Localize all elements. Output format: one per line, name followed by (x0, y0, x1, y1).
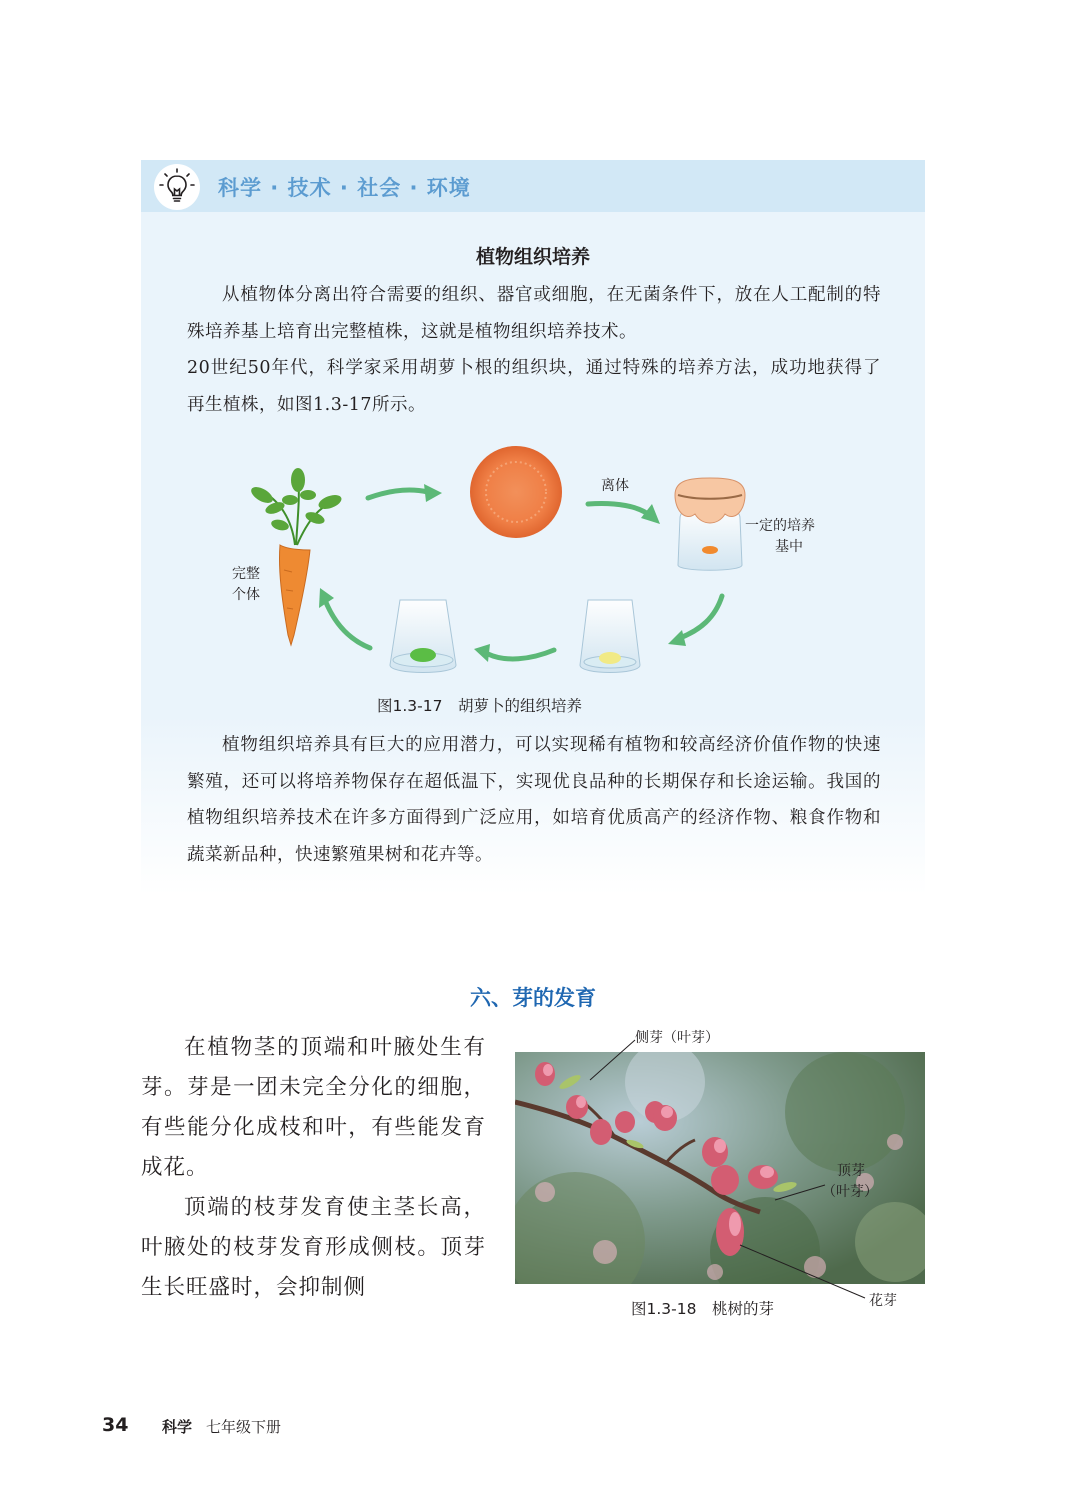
article-paragraph-3: 植物组织培养具有巨大的应用潜力，可以实现稀有植物和较高经济价值作物的快速繁殖，还可以将培养物保存在超低温下，实现优良品种的长期保存和长途运输。我国的植物组织培养技术在许多方面得到广泛应用，如培育优质高产的经济作物、粮食作物和蔬菜新品种，快速繁殖果树和花卉等。 (187, 735, 881, 865)
article-paragraph-2: 20世纪50年代，科学家采用胡萝卜根的组织块，通过特殊的培养方法，成功地获得了再生植株，如图1.3-17所示。 (187, 358, 881, 415)
label-terminal-bud-line1: 顶芽 (837, 1163, 865, 1179)
label-medium-line1: 一定的培养 (745, 518, 815, 534)
label-medium-line2: 基中 (775, 539, 803, 555)
feature-box-title: 科学 · 技术 · 社会 · 环境 (218, 176, 471, 200)
figure-caption-2: 图1.3-18 桃树的芽 (631, 1300, 774, 1318)
culture-flask-seedling (390, 600, 456, 673)
carrot-slice (470, 446, 562, 538)
section-paragraph-1: 在植物茎的顶端和叶腋处生有芽。芽是一团未完全分化的细胞，有些能分化成枝和叶，有些能发育成花。 (141, 1035, 486, 1180)
label-lateral-bud: 侧芽（叶芽） (635, 1030, 719, 1046)
article-paragraph-1: 从植物体分离出符合需要的组织、器官或细胞，在无菌条件下，放在人工配制的特殊培养基上培育出完整植株，这就是植物组织培养技术。 (187, 285, 881, 342)
page-number: 34 (102, 1414, 129, 1436)
subject-name: 科学 (162, 1418, 193, 1436)
label-flower-bud: 花芽 (869, 1293, 897, 1309)
grade-name: 七年级下册 (206, 1418, 282, 1436)
section-paragraph-2: 顶端的枝芽发育使主茎长高，叶腋处的枝芽发育形成侧枝。顶芽生长旺盛时，会抑制侧 (141, 1195, 486, 1300)
label-terminal-bud-line2: （叶芽） (822, 1184, 878, 1200)
figure-caption-1: 图1.3-17 胡萝卜的组织培养 (377, 697, 582, 715)
lightbulb-icon (154, 164, 200, 210)
tissue-culture-diagram (220, 440, 890, 680)
book-title (162, 1416, 281, 1437)
carrot-illustration (249, 468, 344, 645)
section-title: 六、芽的发育 (470, 986, 596, 1010)
article-title: 植物组织培养 (475, 246, 590, 268)
culture-flask-callus (580, 600, 640, 673)
label-whole-line2: 个体 (232, 587, 260, 603)
culture-jar (675, 478, 745, 570)
section-body (141, 1028, 486, 1308)
label-whole-line1: 完整 (232, 566, 260, 582)
label-isolate: 离体 (601, 478, 629, 494)
